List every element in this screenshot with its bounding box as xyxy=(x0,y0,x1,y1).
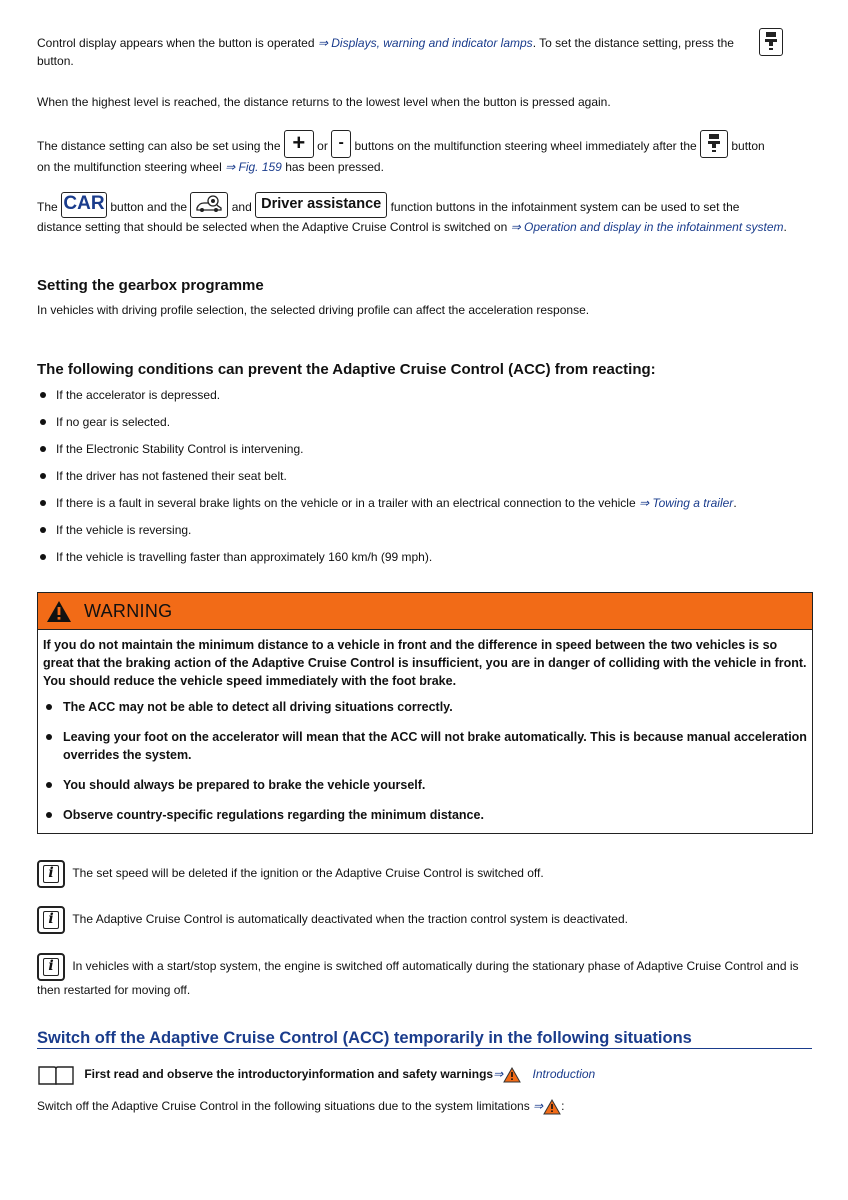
minus-button-icon: - xyxy=(331,130,351,158)
read-first-line: First read and observe the introductoryinformation and safety warnings⇒ Introduction xyxy=(37,1064,813,1086)
paragraph-infotainment: The CAR button and the and Driver assistance function buttons in the infotainment system can be used to set the distance setting that should be selected when the Adaptive Cruise Control is switched on ⇒ Operation and display in the infotainment system. xyxy=(37,193,787,234)
link-introduction[interactable]: Introduction xyxy=(532,1067,596,1082)
warning-title: WARNING xyxy=(84,600,173,621)
list-item: Observe country-specific regulations regarding the minimum distance. xyxy=(43,806,807,824)
list-item: If the vehicle is reversing. xyxy=(37,521,813,548)
link-towing-trailer[interactable]: Towing a trailer xyxy=(652,496,734,510)
warning-body xyxy=(38,630,812,824)
paragraph-control-display: Control display appears when the button is operated ⇒ Displays, warning and indicator lamps. To set the distance setting, press the button. xyxy=(37,34,813,70)
paragraph-multifunction: The distance setting can also be set using the + or - buttons on the multifunction steering wheel immediately after the button on the multifunction steering wheel ⇒ Fig. 159 has been pressed. xyxy=(37,130,765,174)
open-book-icon xyxy=(37,1064,75,1086)
list-item: If no gear is selected. xyxy=(37,413,813,440)
warning-header xyxy=(38,593,812,630)
section-title: Switch off the Adaptive Cruise Control (ACC) temporarily in the following situations xyxy=(37,1029,812,1049)
driver-assistance-button: Driver assistance xyxy=(255,192,387,218)
distance-button-icon xyxy=(700,130,728,158)
vehicle-settings-gear-icon xyxy=(190,192,228,218)
heading-gearbox: Setting the gearbox programme xyxy=(37,277,264,294)
warning-list xyxy=(43,698,807,824)
distance-button-icon xyxy=(759,28,783,56)
note-set-speed: i The set speed will be deleted if the ignition or the Adaptive Cruise Control is switched off. xyxy=(37,860,813,888)
heading-conditions: The following conditions can prevent the Adaptive Cruise Control (ACC) from reacting: xyxy=(37,361,656,378)
list-item: You should always be prepared to brake the vehicle yourself. xyxy=(43,776,807,794)
list-item: The ACC may not be able to detect all driving situations correctly. xyxy=(43,698,807,716)
car-button-icon: CAR xyxy=(61,192,107,218)
paragraph-gearbox: In vehicles with driving profile selection, the selected driving profile can affect the acceleration response. xyxy=(37,303,590,317)
warning-triangle-icon xyxy=(46,600,72,623)
conditions-list xyxy=(37,386,813,575)
info-icon: i xyxy=(37,860,65,888)
link-displays-lamps[interactable]: Displays, warning and indicator lamps xyxy=(331,36,533,50)
note-traction-control: i The Adaptive Cruise Control is automatically deactivated when the traction control system is deactivated. xyxy=(37,906,813,934)
paragraph-highest-level: When the highest level is reached, the distance returns to the lowest level when the button is pressed again. xyxy=(37,95,611,109)
note-start-stop: i In vehicles with a start/stop system, the engine is switched off automatically during the stationary phase of Adaptive Cruise Control and is then restarted for moving off. xyxy=(37,953,813,999)
warning-triangle-icon xyxy=(503,1067,521,1083)
info-icon: i xyxy=(37,953,65,981)
warning-box xyxy=(37,592,813,834)
warning-intro: If you do not maintain the minimum distance to a vehicle in front and the difference in speed between the two vehicles is so great that the braking action of the Adaptive Cruise Control is insufficient, you are in danger of colliding with the vehicle in front. You should reduce the vehicle speed immediately with the foot brake. xyxy=(43,638,807,688)
arrow: ⇒ xyxy=(317,36,332,50)
list-item: If the accelerator is depressed. xyxy=(37,386,813,413)
info-icon: i xyxy=(37,906,65,934)
paragraph-situations: Switch off the Adaptive Cruise Control in the following situations due to the system limitations ⇒ : xyxy=(37,1099,565,1113)
link-operation-display[interactable]: Operation and display in the infotainment system xyxy=(524,220,784,234)
list-item: If the Electronic Stability Control is intervening. xyxy=(37,440,813,467)
list-item: If the driver has not fastened their seat belt. xyxy=(37,467,813,494)
plus-button-icon: + xyxy=(284,130,314,158)
link-fig-159[interactable]: Fig. 159 xyxy=(238,160,282,174)
list-item: Leaving your foot on the accelerator will mean that the ACC will not brake automatically. This is because manual acceleration overrides the system. xyxy=(43,728,807,764)
warning-triangle-icon xyxy=(543,1099,561,1115)
list-item: If the vehicle is travelling faster than approximately 160 km/h (99 mph). xyxy=(37,548,813,575)
list-item: If there is a fault in several brake lights on the vehicle or in a trailer with an electrical connection to the vehicle ⇒ Towing a trailer. xyxy=(37,494,813,521)
